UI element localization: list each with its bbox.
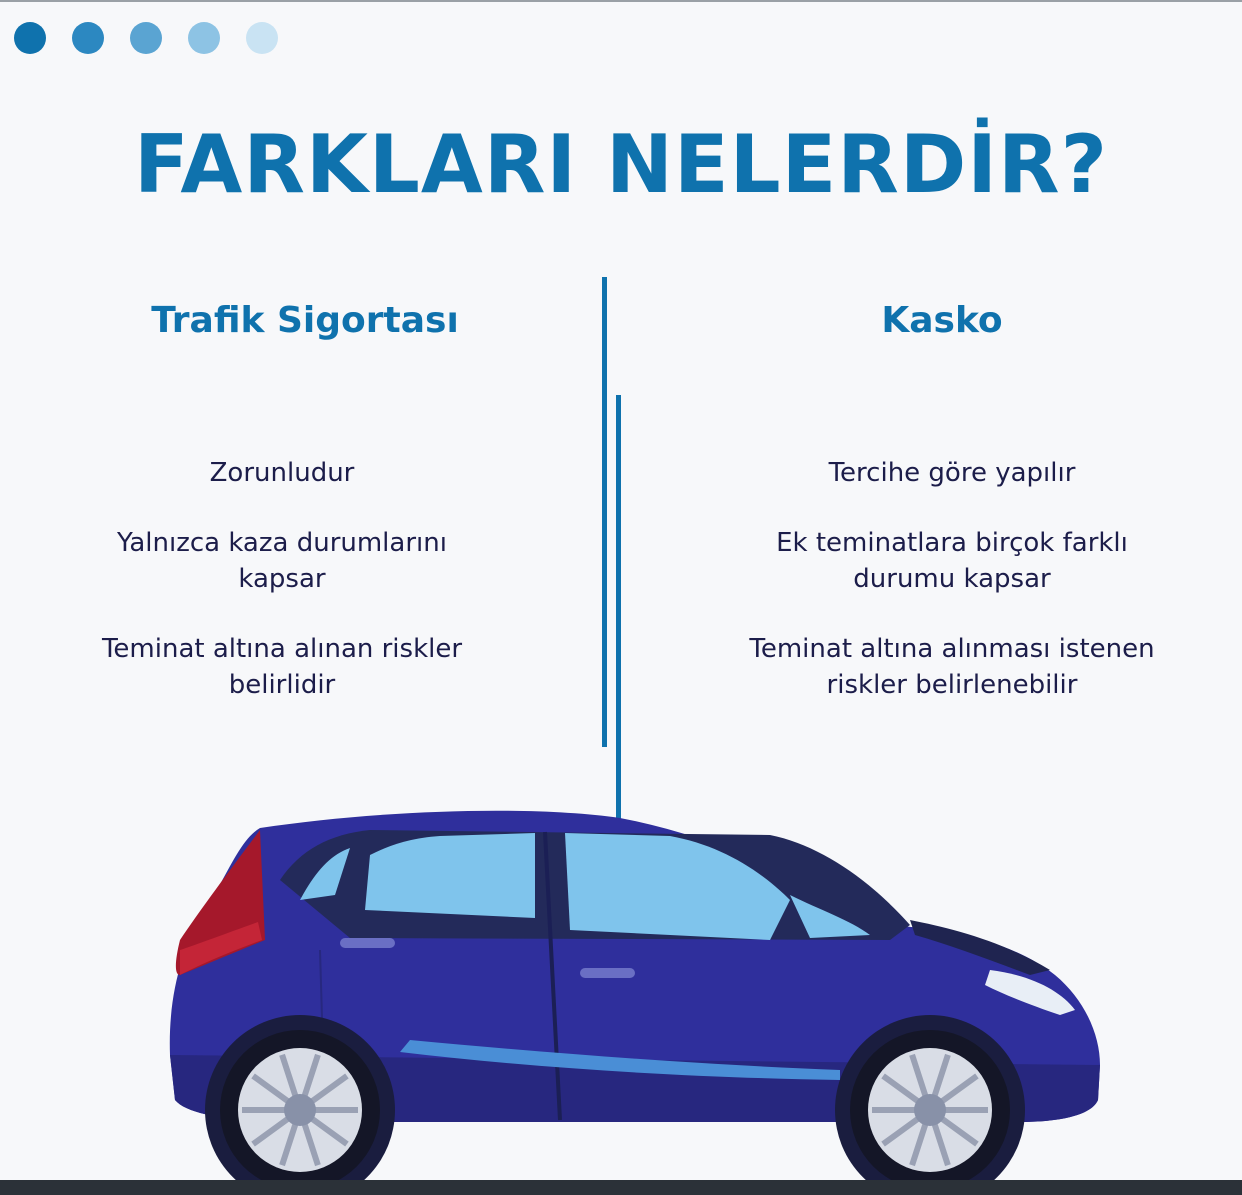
carousel-dot-1[interactable] [14, 22, 46, 54]
heading-kasko: Kasko [881, 300, 1003, 341]
carousel-dot-2[interactable] [72, 22, 104, 54]
list-item: Ek teminatlara birçok farklı durumu kapsar [776, 528, 1128, 594]
carousel-dots [14, 22, 278, 54]
page-title: FARKLARI NELERDİR? [133, 118, 1109, 211]
divider-line-secondary [616, 395, 621, 820]
carousel-dot-5[interactable] [246, 22, 278, 54]
car-illustration [150, 800, 1110, 1180]
rear-door-handle [340, 938, 395, 948]
heading-trafik-sigortasi: Trafik Sigortası [151, 300, 459, 341]
list-item: Teminat altına alınan riskler belirlidir [101, 634, 463, 700]
carousel-dot-3[interactable] [130, 22, 162, 54]
trafik-list [52, 455, 512, 737]
bottom-bar [0, 1180, 1242, 1195]
carousel-dot-4[interactable] [188, 22, 220, 54]
front-door-handle [580, 968, 635, 978]
list-item: Yalnızca kaza durumlarını kapsar [117, 528, 447, 594]
list-item: Tercihe göre yapılır [828, 458, 1076, 488]
top-border [0, 0, 1242, 2]
kasko-list [722, 455, 1182, 737]
list-item: Zorunludur [209, 458, 355, 488]
list-item: Teminat altına alınması istenen riskler belirlenebilir [749, 634, 1155, 700]
divider-line [602, 277, 607, 747]
